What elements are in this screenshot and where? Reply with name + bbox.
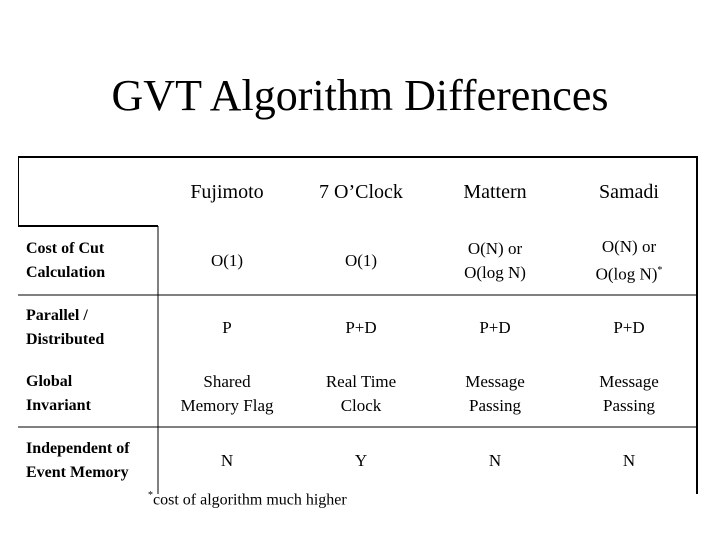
table-cell: P <box>222 318 232 337</box>
table-cell: O(N) or O(log N)* <box>595 236 663 284</box>
table-cell: P+D <box>345 318 377 337</box>
footnote-marker: * <box>148 490 153 501</box>
table-cell: O(1) <box>210 250 244 270</box>
table-cell: N <box>622 450 636 470</box>
column-header-mattern: Mattern <box>463 181 527 203</box>
table-cell: P+D <box>613 318 645 337</box>
table-cell: O(N) or O(log N) <box>464 238 526 282</box>
footnote-text: cost of algorithm much higher <box>153 491 347 509</box>
comparison-table <box>18 156 698 494</box>
table-cell: P+D <box>479 318 511 337</box>
footnote-marker: * <box>657 264 663 276</box>
footnote <box>148 490 347 509</box>
table-cell: N <box>488 450 502 470</box>
slide-title: GVT Algorithm Differences <box>111 71 609 120</box>
column-header-fujimoto: Fujimoto <box>190 181 264 203</box>
table-cell: Message Passing <box>465 372 525 415</box>
column-header-samadi: Samadi <box>599 181 659 203</box>
row-label-parallel-distributed: Parallel / Distributed <box>26 307 105 348</box>
table-cell: Y <box>354 450 368 470</box>
table-cell: Real Time Clock <box>325 372 397 415</box>
table-cell: Message Passing <box>599 372 659 415</box>
row-label-cost-of-cut: Cost of Cut Calculation <box>26 239 106 281</box>
table-cell: Shared Memory Flag <box>180 372 274 415</box>
table-cell: O(1) <box>344 250 378 270</box>
row-label-independent-of-event-memory: Independent of Event Memory <box>26 439 130 481</box>
table-cell: N <box>220 450 234 470</box>
row-label-global-invariant: Global Invariant <box>26 373 91 414</box>
column-header-7-oclock: 7 O’Clock <box>319 181 403 203</box>
